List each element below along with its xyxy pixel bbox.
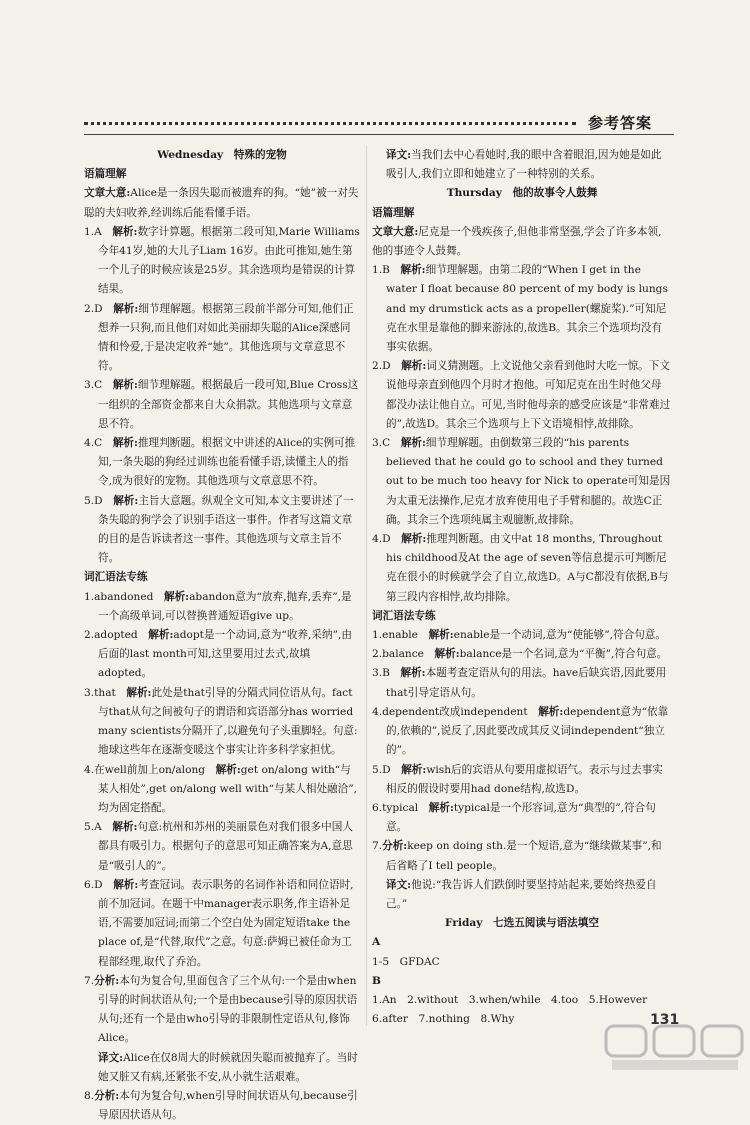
- item-label: 解析:: [112, 379, 138, 392]
- item-text: adopt是一个动词,意为“收养,采纳”,由后面的last month可知,这里要用过去式,故填adopted。: [98, 629, 352, 680]
- item-number: 2.D: [84, 302, 103, 315]
- item-label: 解析:: [538, 705, 564, 718]
- item-number: 1.B: [372, 264, 390, 277]
- item-text: 词义猜测题。上文说他父亲看到他时大吃一惊。下文说他母亲直到他四个月时才抱他。可知尼克在出生时他父母都没办法让他自立。可见,当时他母亲的感受应该是“非常难过的”,故选D。其余三个选项与上下文语境相悖,故排除。: [386, 360, 671, 430]
- item-label: 解析:: [401, 763, 427, 776]
- item-number: 4.C: [84, 437, 103, 450]
- translation: [84, 1049, 360, 1087]
- column-divider: [366, 146, 367, 1026]
- answer-item: [372, 530, 672, 607]
- translation-label: 译文:: [98, 1051, 124, 1064]
- item-label: 解析:: [113, 878, 139, 891]
- grammar-subtitle: 词汇语法专练: [84, 571, 148, 584]
- reading-subtitle: 语篇理解: [84, 168, 127, 181]
- item-text: 细节理解题。根据第三段前半部分可知,他们正想养一只狗,而且他们对如此美丽却失聪的Alice深感同情和怜爱,于是决定收养“她”。其他选项与文章意思不符。: [98, 302, 354, 373]
- item-label: 解析:: [401, 360, 427, 373]
- item-label: 解析:: [400, 667, 426, 680]
- item-label: 解析:: [113, 302, 139, 315]
- grammar-item: [84, 684, 360, 761]
- item-number: 6.typical: [372, 801, 419, 814]
- grammar-item: [372, 703, 672, 761]
- item-number: 4.dependent改成independent: [372, 705, 528, 718]
- item-text: dependent意为“依靠的,依赖的”,说反了,因此要改成其反义词independent“独立的”。: [386, 705, 669, 757]
- grammar-subtitle: 词汇语法专练: [372, 609, 436, 622]
- section-title-thursday: Thursday 他的故事令人鼓舞: [446, 187, 598, 200]
- item-number: 1.A: [84, 225, 102, 238]
- item-text: wish后的宾语从句要用虚拟语气。表示与过去事实相反的假设时要用had done结构,故选D。: [386, 763, 663, 795]
- item-text: 细节理解题。由第二段的“When I get in the water I float because 80 percent of my body is lungs and my drumstick acts as a propeller(螺旋桨).”可知尼克在水里是靠他的脚来游泳的,故选B。其余三个选项均没有事实依据。: [386, 264, 668, 354]
- item-label: 解析:: [428, 629, 454, 642]
- answer-item: [84, 434, 360, 492]
- answer-item: [372, 357, 672, 434]
- grammar-item: [372, 837, 672, 875]
- grammar-item: [372, 664, 672, 702]
- answer-item: [372, 434, 672, 530]
- item-text: enable是一个动词,意为“使能够”,符合句意。: [453, 629, 666, 642]
- item-number: 8.: [84, 1089, 95, 1102]
- item-number: 1.enable: [372, 629, 418, 642]
- part-b-label: B: [372, 974, 381, 987]
- item-number: 2.adopted: [84, 629, 138, 642]
- item-text: 主旨大意题。纵观全文可知,本文主要讲述了一条失聪的狗学会了识别手语这一事件。作者写这篇文章的目的是告诉读者这一事件。其他选项与文章主旨不符。: [98, 494, 354, 565]
- item-label: 解析:: [401, 533, 427, 546]
- part-a-answers: 1-5 GFDAC: [372, 955, 440, 968]
- item-label: 解析:: [400, 437, 426, 450]
- item-label: 解析:: [126, 686, 152, 699]
- translation: [372, 146, 672, 184]
- item-number: 1.abandoned: [84, 590, 154, 603]
- header-dotted-line: [84, 122, 576, 125]
- item-number: 5.D: [372, 763, 391, 776]
- grammar-item: [372, 761, 672, 799]
- translation-label: 译文:: [386, 149, 412, 161]
- item-number: 2.D: [372, 360, 391, 373]
- main-idea: [84, 184, 360, 222]
- item-number: 7.: [84, 974, 95, 987]
- translation: [372, 876, 672, 914]
- item-label: 解析:: [434, 648, 460, 661]
- item-text: abandon意为“放弃,抛弃,丢弃”,是一个高级单词,可以替换普通短语give up。: [98, 590, 352, 622]
- answer-item: [84, 223, 360, 300]
- translation-text: Alice在仅8周大的时候就因失聪而被抛弃了。当时她又脏又有病,还紧张不安,从小就生活艰难。: [98, 1051, 358, 1083]
- grammar-item: [372, 799, 672, 837]
- item-label: 解析:: [112, 225, 138, 238]
- grammar-item: [84, 876, 360, 972]
- item-number: 7.: [372, 840, 383, 853]
- item-label: 分析:: [94, 1089, 120, 1102]
- page-number: 131: [650, 1012, 680, 1028]
- main-idea-text: 尼克是一个残疾孩子,但他非常坚强,学会了许多本领,他的事迹令人鼓舞。: [372, 225, 662, 258]
- item-text: 细节理解题。根据最后一段可知,Blue Cross这一组织的全部资金都来自大众捐款。其他选项与文章意思不符。: [98, 379, 359, 430]
- answer-item: [84, 300, 360, 377]
- item-number: 6.D: [84, 878, 103, 891]
- part-b-answers-line2: 6.after 7.nothing 8.Why: [372, 1013, 515, 1026]
- answer-item: [84, 492, 360, 569]
- item-text: balance是一个名词,意为“平衡”,符合句意。: [459, 648, 668, 661]
- item-number: 4.D: [372, 533, 391, 546]
- left-column: [84, 146, 360, 1125]
- grammar-item: [84, 818, 360, 876]
- item-number: 5.D: [84, 494, 103, 507]
- item-text: 推理判断题。根据文中讲述的Alice的实例可推知,一条失聪的狗经过训练也能看懂手语,读懂主人的指令,成为很好的宠物。其他选项与文章意思不符。: [98, 437, 356, 488]
- part-a-label: A: [372, 936, 381, 949]
- header-rule: [84, 134, 674, 135]
- item-text: get on/along with“与某人相处”,get on/along well with“与某人相处融洽”,均为固定搭配。: [98, 763, 358, 814]
- item-label: 分析:: [382, 840, 408, 853]
- item-label: 解析:: [112, 821, 138, 834]
- item-number: 5.A: [84, 821, 102, 834]
- grammar-item: [84, 761, 360, 819]
- item-text: 考查冠词。表示职务的名词作补语和同位语时,前不加冠词。在题干中manager表示职务,作主语补足语,不需要加冠词;而第二个空白处为固定短语take the place of,是“代替,取代”之意。句意:萨姆已被任命为工程部经理,取代了乔治。: [98, 878, 354, 968]
- translation-text: 当我们去中心看她时,我的眼中含着眼泪,因为她是如此吸引人,我们立即和她建立了一种特别的关系。: [386, 149, 662, 181]
- item-text: 本句为复合句,里面包含了三个从句:一个是由when引导的时间状语从句;一个是由because引导的原因状语从句;还有一个是由who引导的非限制性定语从句,修饰Alice。: [98, 974, 358, 1045]
- section-title-wednesday: Wednesday 特殊的宠物: [157, 149, 287, 161]
- item-number: 4.在well前加上on/along: [84, 763, 206, 776]
- item-label: 分析:: [94, 974, 120, 987]
- right-column: [372, 146, 672, 1029]
- answer-item: [84, 376, 360, 434]
- main-idea-text: Alice是一条因失聪而被遗弃的狗。“她”被一对失聪的夫妇收养,经训练后能看懂手语。: [84, 187, 359, 219]
- item-label: 解析:: [163, 590, 190, 603]
- item-label: 解析:: [428, 801, 454, 814]
- watermark-logo: [602, 1020, 748, 1074]
- grammar-item: [84, 588, 360, 626]
- item-text: 推理判断题。由文中at 18 months, Throughout his childhood及At the age of seven等信息提示可判断尼克在很小的时候就学会了自立,故选D。A与C都没有依据,B与第三段内容相悖,故均排除。: [386, 533, 669, 603]
- part-b-answers-line1: 1.An 2.without 3.when/while 4.too 5.However: [372, 993, 648, 1006]
- translation-label: 译文:: [386, 878, 412, 891]
- item-text: 本题考查定语从句的用法。have后缺宾语,因此要用that引导定语从句。: [386, 667, 667, 699]
- grammar-item: [84, 626, 360, 684]
- item-number: 2.balance: [372, 648, 424, 661]
- grammar-item: [84, 972, 360, 1049]
- header-title: 参考答案: [588, 114, 653, 132]
- grammar-item: [372, 626, 672, 645]
- item-text: keep on doing sth.是一个短语,意为“继续做某事”,和后省略了I tell people。: [386, 840, 662, 872]
- reading-subtitle: 语篇理解: [372, 206, 415, 219]
- item-label: 解析:: [113, 494, 139, 507]
- item-text: 此处是that引导的分隔式同位语从句。fact与that从句之间被句子的谓语和宾语部分has worried many scientists分隔开了,以避免句子头重脚轻。句意:地球这些年在逐渐变暖这个事实让许多科学家担忧。: [98, 686, 358, 757]
- item-text: 细节理解题。由倒数第三段的“his parents believed that he could go to school and they turned out to be much too heavy for Nick to operate可知是因为太重无法操作,尼克才放弃使用电子手臂和腿的。故选C正确。其余三个选项纯属主观臆断,故排除。: [386, 437, 671, 526]
- item-label: 解析:: [400, 264, 426, 277]
- item-text: 本句为复合句,when引导时间状语从句,because引导原因状语从句。: [98, 1089, 358, 1122]
- item-number: 3.B: [372, 667, 390, 680]
- item-text: typical是一个形容词,意为“典型的”,符合句意。: [386, 801, 656, 834]
- main-idea-label: 文章大意:: [372, 225, 419, 238]
- item-number: 3.C: [84, 379, 103, 392]
- item-label: 解析:: [148, 629, 174, 642]
- section-title-friday: Friday 七选五阅读与语法填空: [445, 917, 599, 930]
- item-label: 解析:: [215, 763, 241, 776]
- item-text: 数字计算题。根据第二段可知,Marie Williams今年41岁,她的大儿子Liam 16岁。由此可推知,她生第一个儿子的时候应该是25岁。其余选项均是错误的计算结果。: [98, 225, 360, 296]
- answer-item: [372, 261, 672, 357]
- item-number: 3.that: [84, 686, 116, 699]
- item-text: 句意:杭州和苏州的美丽景色对我们很多中国人都具有吸引力。根据句子的意思可知正确答案为A,意思是“吸引人的”。: [98, 821, 353, 872]
- grammar-item: [84, 1087, 360, 1125]
- main-idea-label: 文章大意:: [84, 187, 131, 200]
- item-number: 3.C: [372, 437, 391, 450]
- main-idea: [372, 223, 672, 261]
- grammar-item: [372, 645, 672, 664]
- item-label: 解析:: [112, 437, 138, 450]
- translation-text: 他说:“我告诉人们跌倒时要坚持站起来,要始终热爱自己。”: [386, 878, 657, 910]
